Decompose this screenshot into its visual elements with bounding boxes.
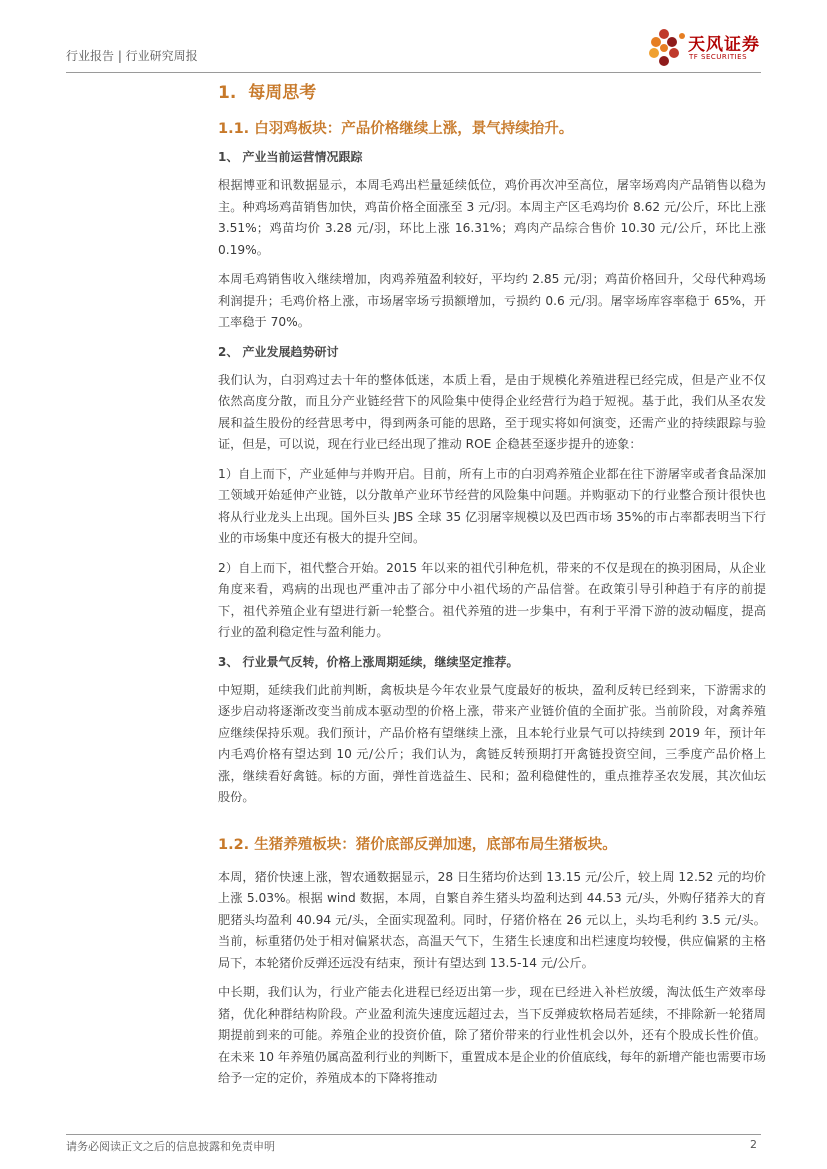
item-heading-operations: 1、 产业当前运营情况跟踪 [218, 150, 363, 164]
header-divider [66, 72, 761, 73]
company-logo [644, 28, 774, 70]
report-type-header: 行业报告 | 行业研究周报 [66, 49, 198, 63]
paragraph: 中长期，我们认为，行业产能去化进程已经迈出第一步，现在已经进入补栏放缓，淘汰低生产效率母猪，优化种群结构阶段。产业盈利流失速度远超过去，当下反弹疲软格局若延续，不排除新一轮猪周期提前到来的可能。养殖企业的投资价值，除了猪价带来的行业性机会以外，还有个股成长性价值。在未来 10 年养殖仍属高盈利行业的判断下，重置成本是企业的价值底线，每年的新增产能也需要市场给予一定的定价，养殖成本的下降将推动 [218, 985, 766, 1085]
section-heading-1 [218, 80, 766, 106]
paragraph: 我们认为，白羽鸡过去十年的整体低迷，本质上看，是由于规模化养殖进程已经完成，但是产业不仅依然高度分散，而且分产业链经营下的风险集中使得企业经营行为趋于短视。基于此，我们从圣农发展和益生股份的经营思考中，得到两条可能的思路，至于现实将如何演变，还需产业的持续跟踪与验证，但是，可以说，现在行业已经出现了推动 ROE 企稳甚至逐步提升的迹象： [218, 372, 766, 451]
logo-flower-icon [644, 28, 688, 70]
paragraph: 中短期，延续我们此前判断，禽板块是今年农业景气度最好的板块，盈利反转已经到来，下游需求的逐步启动将逐渐改变当前成本驱动型的价格上涨，带来产业链价值的全面扩张。当前阶段，对禽养殖应继续保持乐观。我们预计，产品价格有望继续上涨，且本轮行业景气可以持续到 2019 年，预计年内毛鸡价格有望达到 10 元/公斤；我们认为，禽链反转预期打开禽链投资空间，三季度产品价格上涨，继续看好禽链。标的方面，弹性首选益生、民和；盈利稳健性的，重点推荐圣农发展，其次仙坛股份。 [218, 682, 766, 804]
logo-text-cn: 天风证券 [688, 35, 760, 55]
item-heading-recommendation: 3、 行业景气反转，价格上涨周期延续，继续坚定推荐。 [218, 654, 519, 669]
disclaimer-footer: 请务必阅读正文之后的信息披露和免责申明 [66, 1140, 275, 1153]
paragraph: 本周，猪价快速上涨，智农通数据显示，28 日生猪均价达到 13.15 元/公斤，较上周 12.52 元的均价上涨 5.03%。根据 wind 数据，本周，自繁自养生猪头均盈利达到 44.53 元/头，外购仔猪养大的育肥猪头均盈利 40.94 元/头，全面实现盈利。同时，仔猪价格在 26 元以上，头均毛利约 3.5 元/头。当前，标重猪仍处于相对偏紧状态，高温天气下，生猪生长速度和出栏速度均较慢，供应偏紧的主格局下，本轮猪价反弹还远没有结束，预计有望达到 13.5-14 元/公斤。 [218, 869, 766, 970]
logo-text-en: TF SECURITIES [689, 53, 748, 61]
subsection-heading-1-2: 1.2. 生猪养殖板块：猪价底部反弹加速，底部布局生猪板块。 [218, 836, 617, 853]
footer-divider [66, 1134, 761, 1135]
page-number: 2 [750, 1138, 757, 1151]
section-number: 1. [218, 83, 237, 103]
paragraph: 根据博亚和讯数据显示，本周毛鸡出栏量延续低位，鸡价再次冲至高位，屠宰场鸡肉产品销售以稳为主。种鸡场鸡苗销售加快，鸡苗价格全面涨至 3 元/羽。本周主产区毛鸡均价 8.62 元/公斤，环比上涨 3.51%；鸡苗均价 3.28 元/羽，环比上涨 16.31%；鸡肉产品综合售价 10.30 元/公斤，环比上涨 0.19%。 [218, 178, 766, 257]
paragraph: 2）自上而下，祖代整合开始。2015 年以来的祖代引种危机，带来的不仅是现在的换羽困局，从企业角度来看，鸡病的出现也严重冲击了部分中小祖代场的产品信誉。在政策引导引种趋于有序的前提下，祖代养殖企业有望进行新一轮整合。祖代养殖的进一步集中，有利于平滑下游的波动幅度，提高行业的盈利稳定性与盈利能力。 [218, 560, 766, 639]
subsection-heading-1-1: 1.1. 白羽鸡板块：产品价格继续上涨，景气持续抬升。 [218, 121, 574, 137]
paragraph: 1）自上而下，产业延伸与并购开启。目前，所有上市的白羽鸡养殖企业都在往下游屠宰或者食品深加工领域开始延伸产业链，以分散单产业环节经营的风险集中问题。并购驱动下的行业整合预计很快也将从行业龙头上出现。国外巨头 JBS 全球 35 亿羽屠宰规模以及巴西市场 35%的市占率都表明当下行业的市场集中度还有极大的提升空间。 [218, 466, 766, 545]
section-title: 每周思考 [248, 83, 317, 103]
item-heading-trends: 2、 产业发展趋势研讨 [218, 344, 339, 359]
paragraph: 本周毛鸡销售收入继续增加，肉鸡养殖盈利较好，平均约 2.85 元/羽；鸡苗价格回升，父母代种鸡场利润提升；毛鸡价格上涨，市场屠宰场亏损额增加，亏损约 0.6 元/羽。屠宰场库容率稳于 65%，开工率稳于 70%。 [218, 272, 766, 329]
main-content [218, 80, 766, 1090]
